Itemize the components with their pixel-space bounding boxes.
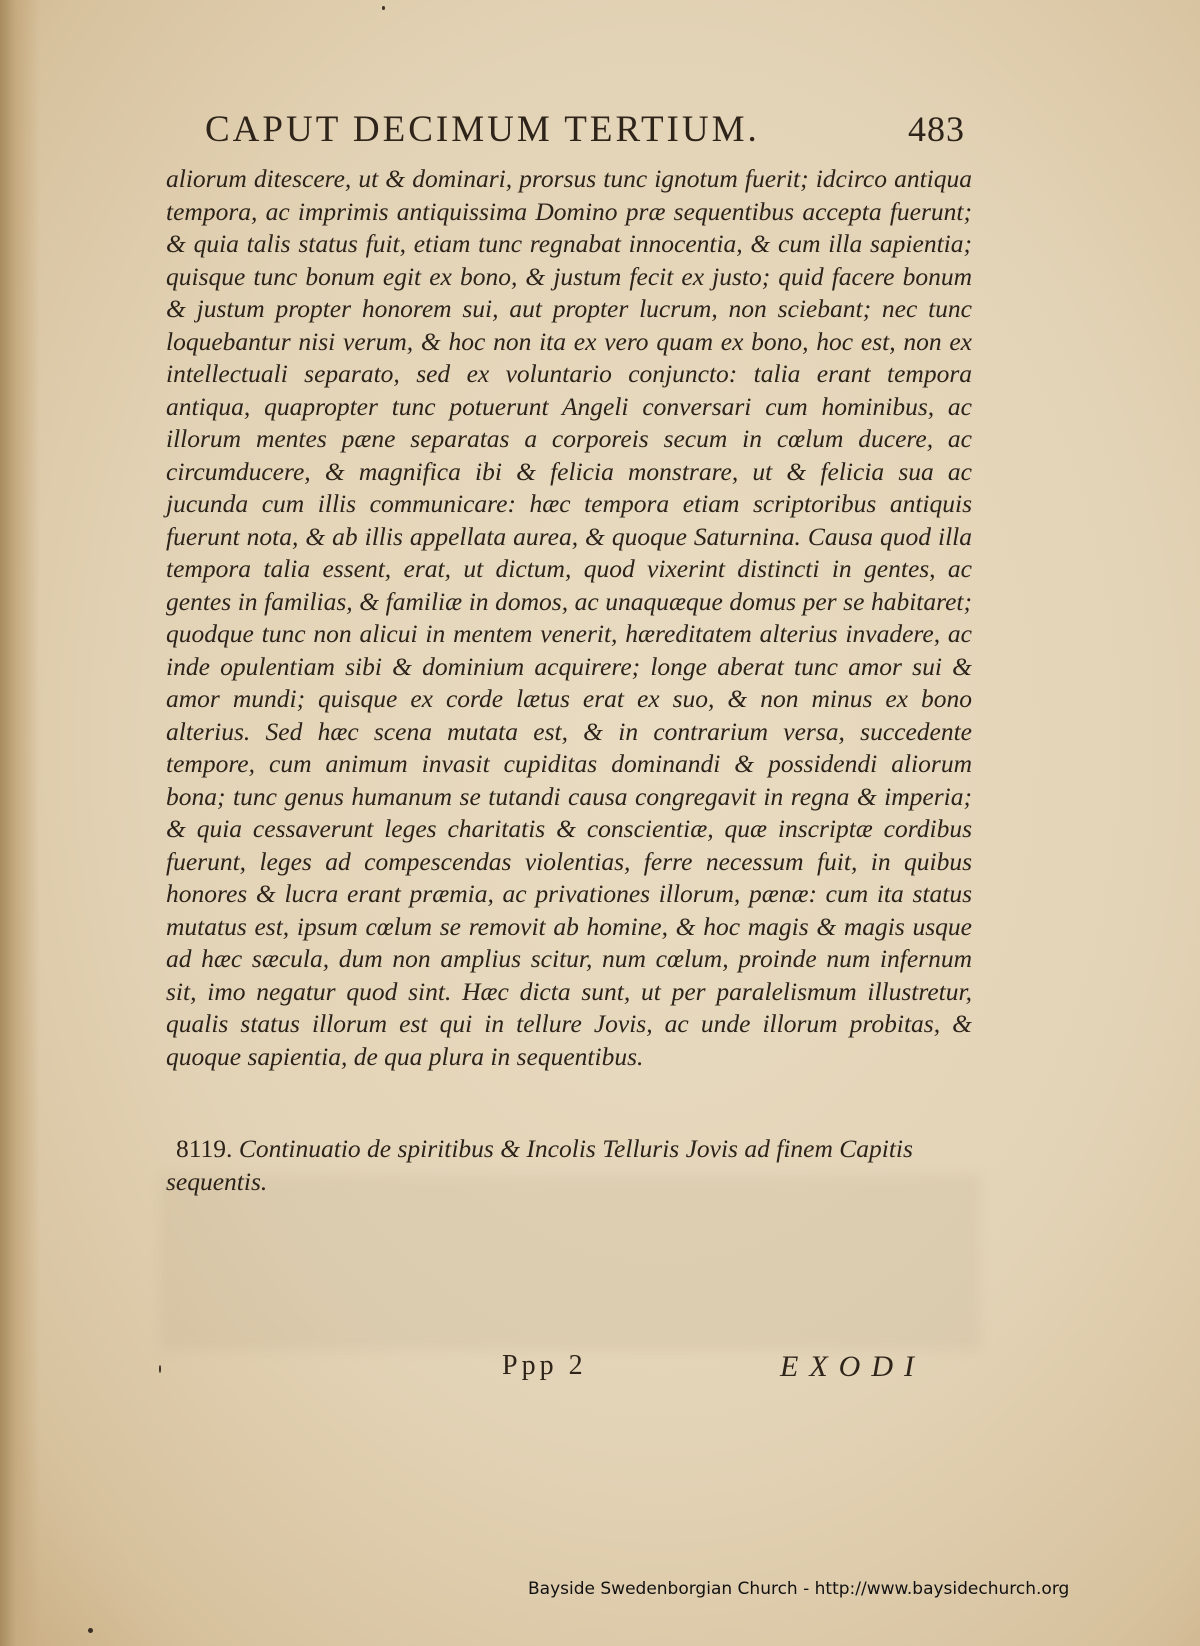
- paragraph-text: Continuatio de spiritibus & Incolis Telluris Jovis ad finem Capitis sequentis.: [166, 1134, 913, 1196]
- running-head: [205, 108, 965, 158]
- paper-speck: [382, 6, 385, 10]
- page-number: 483: [908, 109, 965, 149]
- running-title: CAPUT DECIMUM TERTIUM.: [205, 109, 760, 150]
- paragraph-number: 8119.: [176, 1134, 233, 1163]
- paper-speck: [88, 1628, 93, 1633]
- body-paragraph: aliorum ditescere, ut & dominari, prorsus tunc ignotum fuerit; idcirco antiqua tempora, ac imprimis antiquissima Domino præ sequentibus accepta fuerunt; & quia talis status fuit, etiam tunc regnabat innocentia, & cum illa sapientia; quisque tunc bonum egit ex bono, & justum fecit ex justo; quid facere bonum & justum propter honorem sui, aut propter lucrum, non sciebant; nec tunc loquebantur nisi verum, & hoc non ita ex vero quam ex bono, hoc est, non ex intellectuali separato, sed ex voluntario conjuncto: talia erant tempora antiqua, quapropter tunc potuerunt Angeli conversari cum hominibus, ac illorum mentes pæne separatas a corporeis secum in cœlum ducere, ac circumducere, & magnifica ibi & felicia monstrare, ut & felicia sua ac jucunda cum illis communicare: hæc tempora etiam scriptoribus antiquis fuerunt nota, & ab illis appellata aurea, & quoque Saturnina. Causa quod illa tempora talia essent, erat, ut dictum, quod vixerint distincti in gentes, ac gentes in familias, & familiæ in domos, ac unaquæque domus per se habitaret; quodque tunc non alicui in mentem venerit, hæreditatem alterius invadere, ac inde opulentiam sibi & dominium acquirere; longe aberat tunc amor sui & amor mundi; quisque ex corde lætus erat ex suo, & non minus ex bono alterius. Sed hæc scena mutata est, & in contrarium versa, succedente tempore, cum animum invasit cupiditas dominandi & possidendi aliorum bona; tunc genus humanum se tutandi causa congregavit in regna & imperia; & quia cessaverunt leges charitatis & conscientiæ, quæ inscriptæ cordibus fuerunt, leges ad compescendas violentias, ferre necessum fuit, in quibus honores & lucra erant præmia, ac privationes illorum, pænæ: cum ita status mutatus est, ipsum cœlum se removit ab homine, & hoc magis & magis usque ad hæc sæcula, dum non amplius scitur, num cœlum, proinde num infernum sit, imo negatur quod sint. Hæc dicta sunt, ut per paralelismum illustretur, qualis status illorum est qui in tellure Jovis, ac unde illorum probitas, & quoque sapientia, de qua plura in sequentibus.: [166, 164, 972, 1071]
- watermark-footer: Bayside Swedenborgian Church - http://www.baysidechurch.org: [528, 1579, 1070, 1599]
- catchword: EXODI: [780, 1350, 925, 1383]
- binding-shadow: [0, 0, 40, 1646]
- paper-speck: [159, 1365, 161, 1373]
- show-through-text: [160, 1175, 980, 1350]
- paragraph-8119: [166, 1133, 972, 1198]
- signature-mark: Ppp 2: [502, 1350, 587, 1381]
